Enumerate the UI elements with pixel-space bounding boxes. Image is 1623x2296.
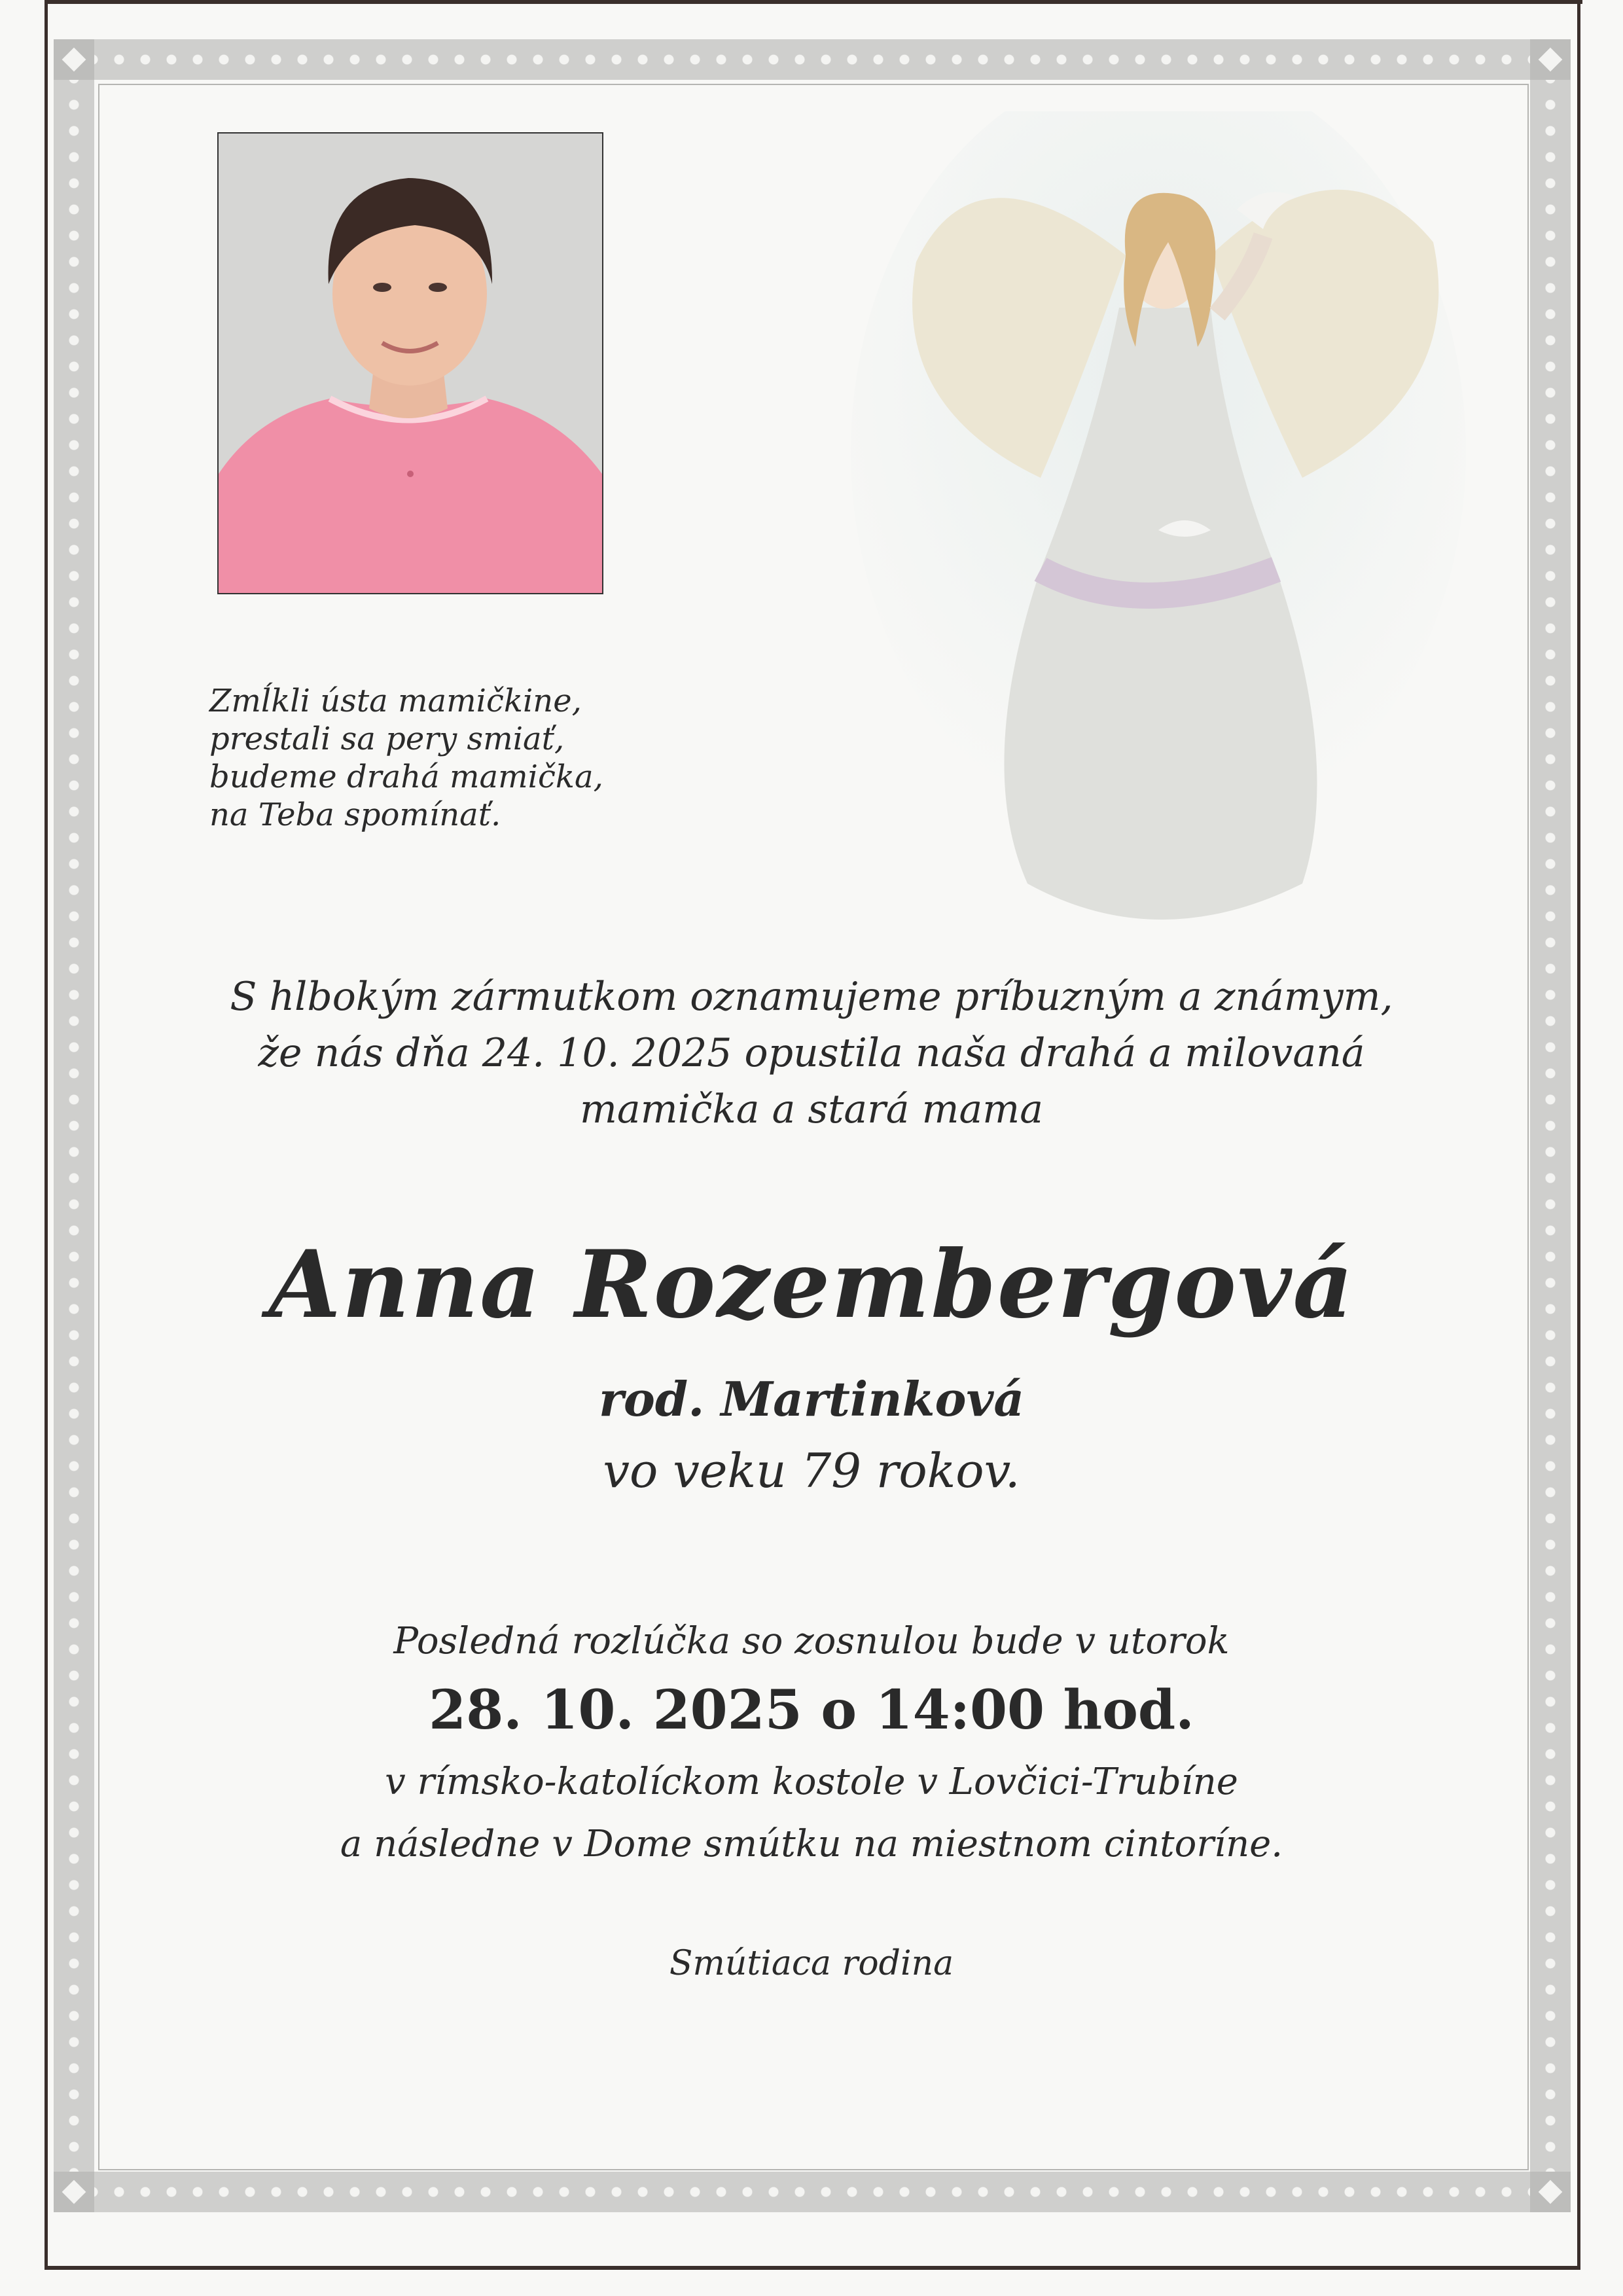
funeral-place-line2: a následne v Dome smútku na miestnom cintoríne. bbox=[340, 1823, 1283, 1865]
portrait-photo bbox=[217, 132, 603, 594]
poem-line: prestali sa pery smiať, bbox=[209, 721, 565, 757]
poem-line: Zmĺkli ústa mamičkine, bbox=[209, 683, 582, 719]
outer-border-top bbox=[45, 0, 1582, 4]
poem-line: budeme drahá mamička, bbox=[209, 759, 603, 795]
corner-ornament-bottom-right bbox=[1530, 2172, 1571, 2212]
corner-ornament-top-left bbox=[54, 39, 94, 80]
announcement-line: mamička a stará mama bbox=[580, 1086, 1043, 1132]
announcement-line: S hlbokým zármutkom oznamujeme príbuzným a známym, bbox=[230, 974, 1393, 1020]
corner-ornament-top-right bbox=[1530, 39, 1571, 80]
ornamental-frame-top bbox=[54, 39, 1571, 80]
angel-illustration bbox=[844, 111, 1472, 969]
corner-ornament-bottom-left bbox=[54, 2172, 94, 2212]
funeral-intro: Posledná rozlúčka so zosnulou bude v utorok bbox=[393, 1620, 1230, 1662]
announcement-line: že nás dňa 24. 10. 2025 opustila naša drahá a milovaná bbox=[258, 1030, 1365, 1076]
outer-border-bottom bbox=[45, 2266, 1580, 2270]
funeral-datetime: 28. 10. 2025 o 14:00 hod. bbox=[429, 1679, 1194, 1742]
announcement-text bbox=[79, 969, 1544, 1138]
outer-border-left bbox=[45, 0, 48, 2270]
deceased-name: Anna Rozembergová bbox=[268, 1230, 1355, 1339]
signature: Smútiaca rodina bbox=[669, 1944, 954, 1983]
age-text: vo veku 79 rokov. bbox=[603, 1443, 1020, 1498]
ornamental-frame-bottom bbox=[54, 2172, 1571, 2212]
funeral-place-line1: v rímsko-katolíckom kostole v Lovčici-Trubíne bbox=[385, 1761, 1238, 1803]
poem bbox=[209, 682, 733, 834]
maiden-name: rod. Martinková bbox=[598, 1371, 1025, 1427]
outer-border-right bbox=[1577, 0, 1580, 2270]
poem-line: na Teba spomínať. bbox=[209, 797, 501, 833]
